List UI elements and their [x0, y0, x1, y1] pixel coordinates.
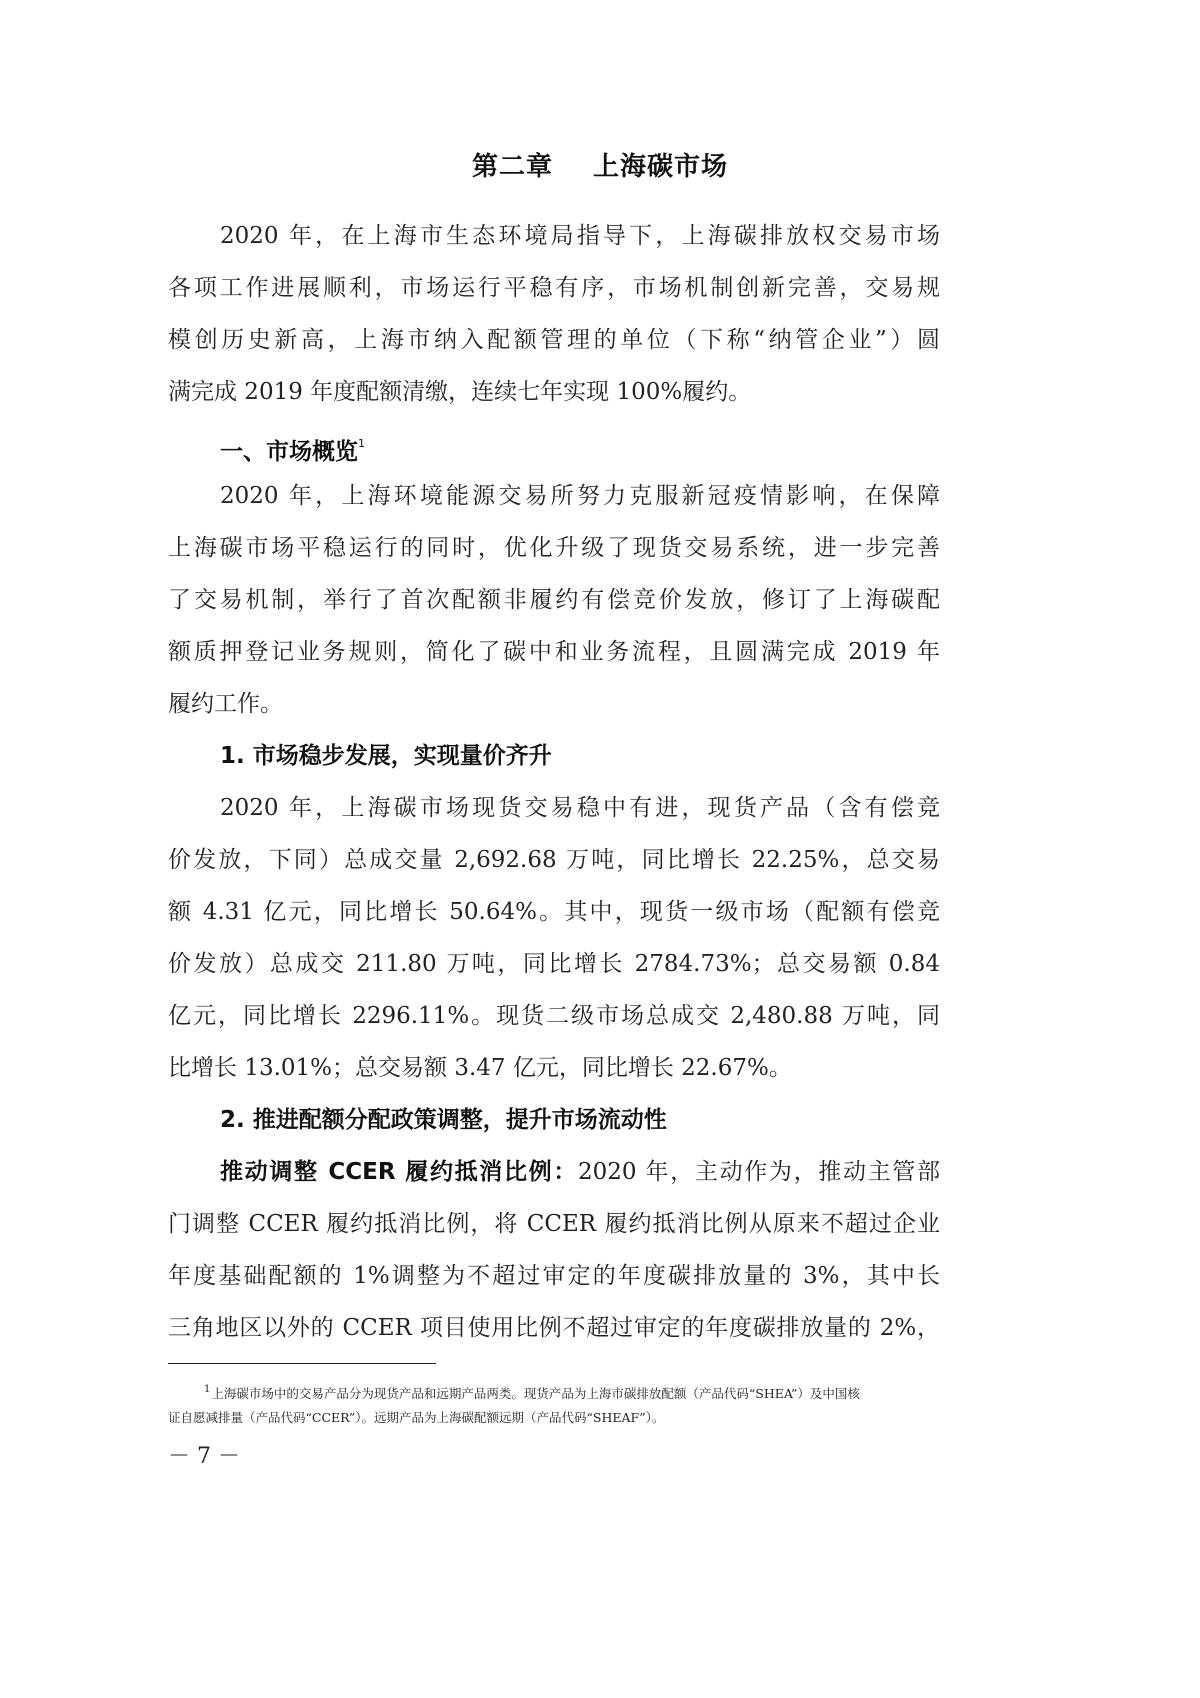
ccer-line-3: 年度基础配额的 1%调整为不超过审定的年度碳排放量的 3%，其中长 [168, 1263, 940, 1289]
intro-line-2: 各项工作进展顺利，市场运行平稳有序，市场机制创新完善，交易规 [168, 275, 940, 301]
stats-line-2: 价发放，下同）总成交量 2,692.68 万吨，同比增长 22.25%，总交易 [168, 847, 940, 873]
overview-line-3: 了交易机制，举行了首次配额非履约有偿竞价发放，修订了上海碳配 [168, 587, 940, 613]
intro-line-3: 模创历史新高，上海市纳入配额管理的单位（下称“纳管企业”）圆 [168, 327, 940, 353]
footnote-text-1: 上海碳市场中的交易产品分为现货产品和远期产品两类。现货产品为上海市碳排放配额（产品代码“SHEA”）及中国核 [211, 1386, 860, 1401]
stats-line-3: 额 4.31 亿元，同比增长 50.64%。其中，现货一级市场（配额有偿竞 [168, 899, 940, 925]
page-number: － 7 － [168, 1444, 240, 1469]
chapter-name: 上海碳市场 [593, 152, 729, 182]
stats-line-1: 2020 年，上海碳市场现货交易稳中有进，现货产品（含有偿竞 [220, 795, 940, 821]
overview-line-4: 额质押登记业务规则，简化了碳中和业务流程，且圆满完成 2019 年 [168, 639, 940, 665]
section-heading-market-overview [220, 424, 365, 472]
stats-line-4: 价发放）总成交 211.80 万吨，同比增长 2784.73%；总交易额 0.84 [168, 951, 940, 977]
intro-line-1: 2020 年，在上海市生态环境局指导下，上海碳排放权交易市场 [220, 223, 940, 249]
footnote-line-2: 证自愿减排量（产品代码“CCER”）。远期产品为上海碳配额远期（产品代码“SHEAF”）。 [168, 1410, 665, 1425]
overview-line-2: 上海碳市场平稳运行的同时，优化升级了现货交易系统，进一步完善 [168, 535, 940, 561]
intro-line-4: 满完成 2019 年度配额清缴，连续七年实现 100%履约。 [168, 379, 752, 405]
overview-line-5: 履约工作。 [168, 691, 283, 717]
stats-line-6: 比增长 13.01%；总交易额 3.47 亿元，同比增长 22.67%。 [168, 1055, 792, 1081]
ccer-line-1 [220, 1152, 940, 1192]
ccer-line-1-rest: 2020 年，主动作为，推动主管部 [578, 1159, 940, 1185]
footnote-number: 1 [204, 1384, 211, 1395]
chapter-title [0, 146, 1200, 183]
footnote-ref[interactable]: 1 [358, 437, 365, 450]
chapter-number: 第二章 [471, 152, 553, 182]
ccer-line-2: 门调整 CCER 履约抵消比例，将 CCER 履约抵消比例从原来不超过企业 [168, 1211, 940, 1237]
subsection-heading-2: 2. 推进配额分配政策调整，提升市场流动性 [220, 1107, 667, 1133]
footnote-separator [168, 1363, 436, 1364]
subsection-heading-1: 1. 市场稳步发展，实现量价齐升 [220, 743, 552, 769]
ccer-bold-lead: 推动调整 CCER 履约抵消比例： [220, 1159, 579, 1185]
section-heading-text: 一、市场概览 [220, 439, 358, 465]
overview-line-1: 2020 年，上海环境能源交易所努力克服新冠疫情影响，在保障 [220, 483, 940, 509]
stats-line-5: 亿元，同比增长 2296.11%。现货二级市场总成交 2,480.88 万吨，同 [168, 1003, 940, 1029]
ccer-line-4: 三角地区以外的 CCER 项目使用比例不超过审定的年度碳排放量的 2%， [168, 1315, 940, 1341]
